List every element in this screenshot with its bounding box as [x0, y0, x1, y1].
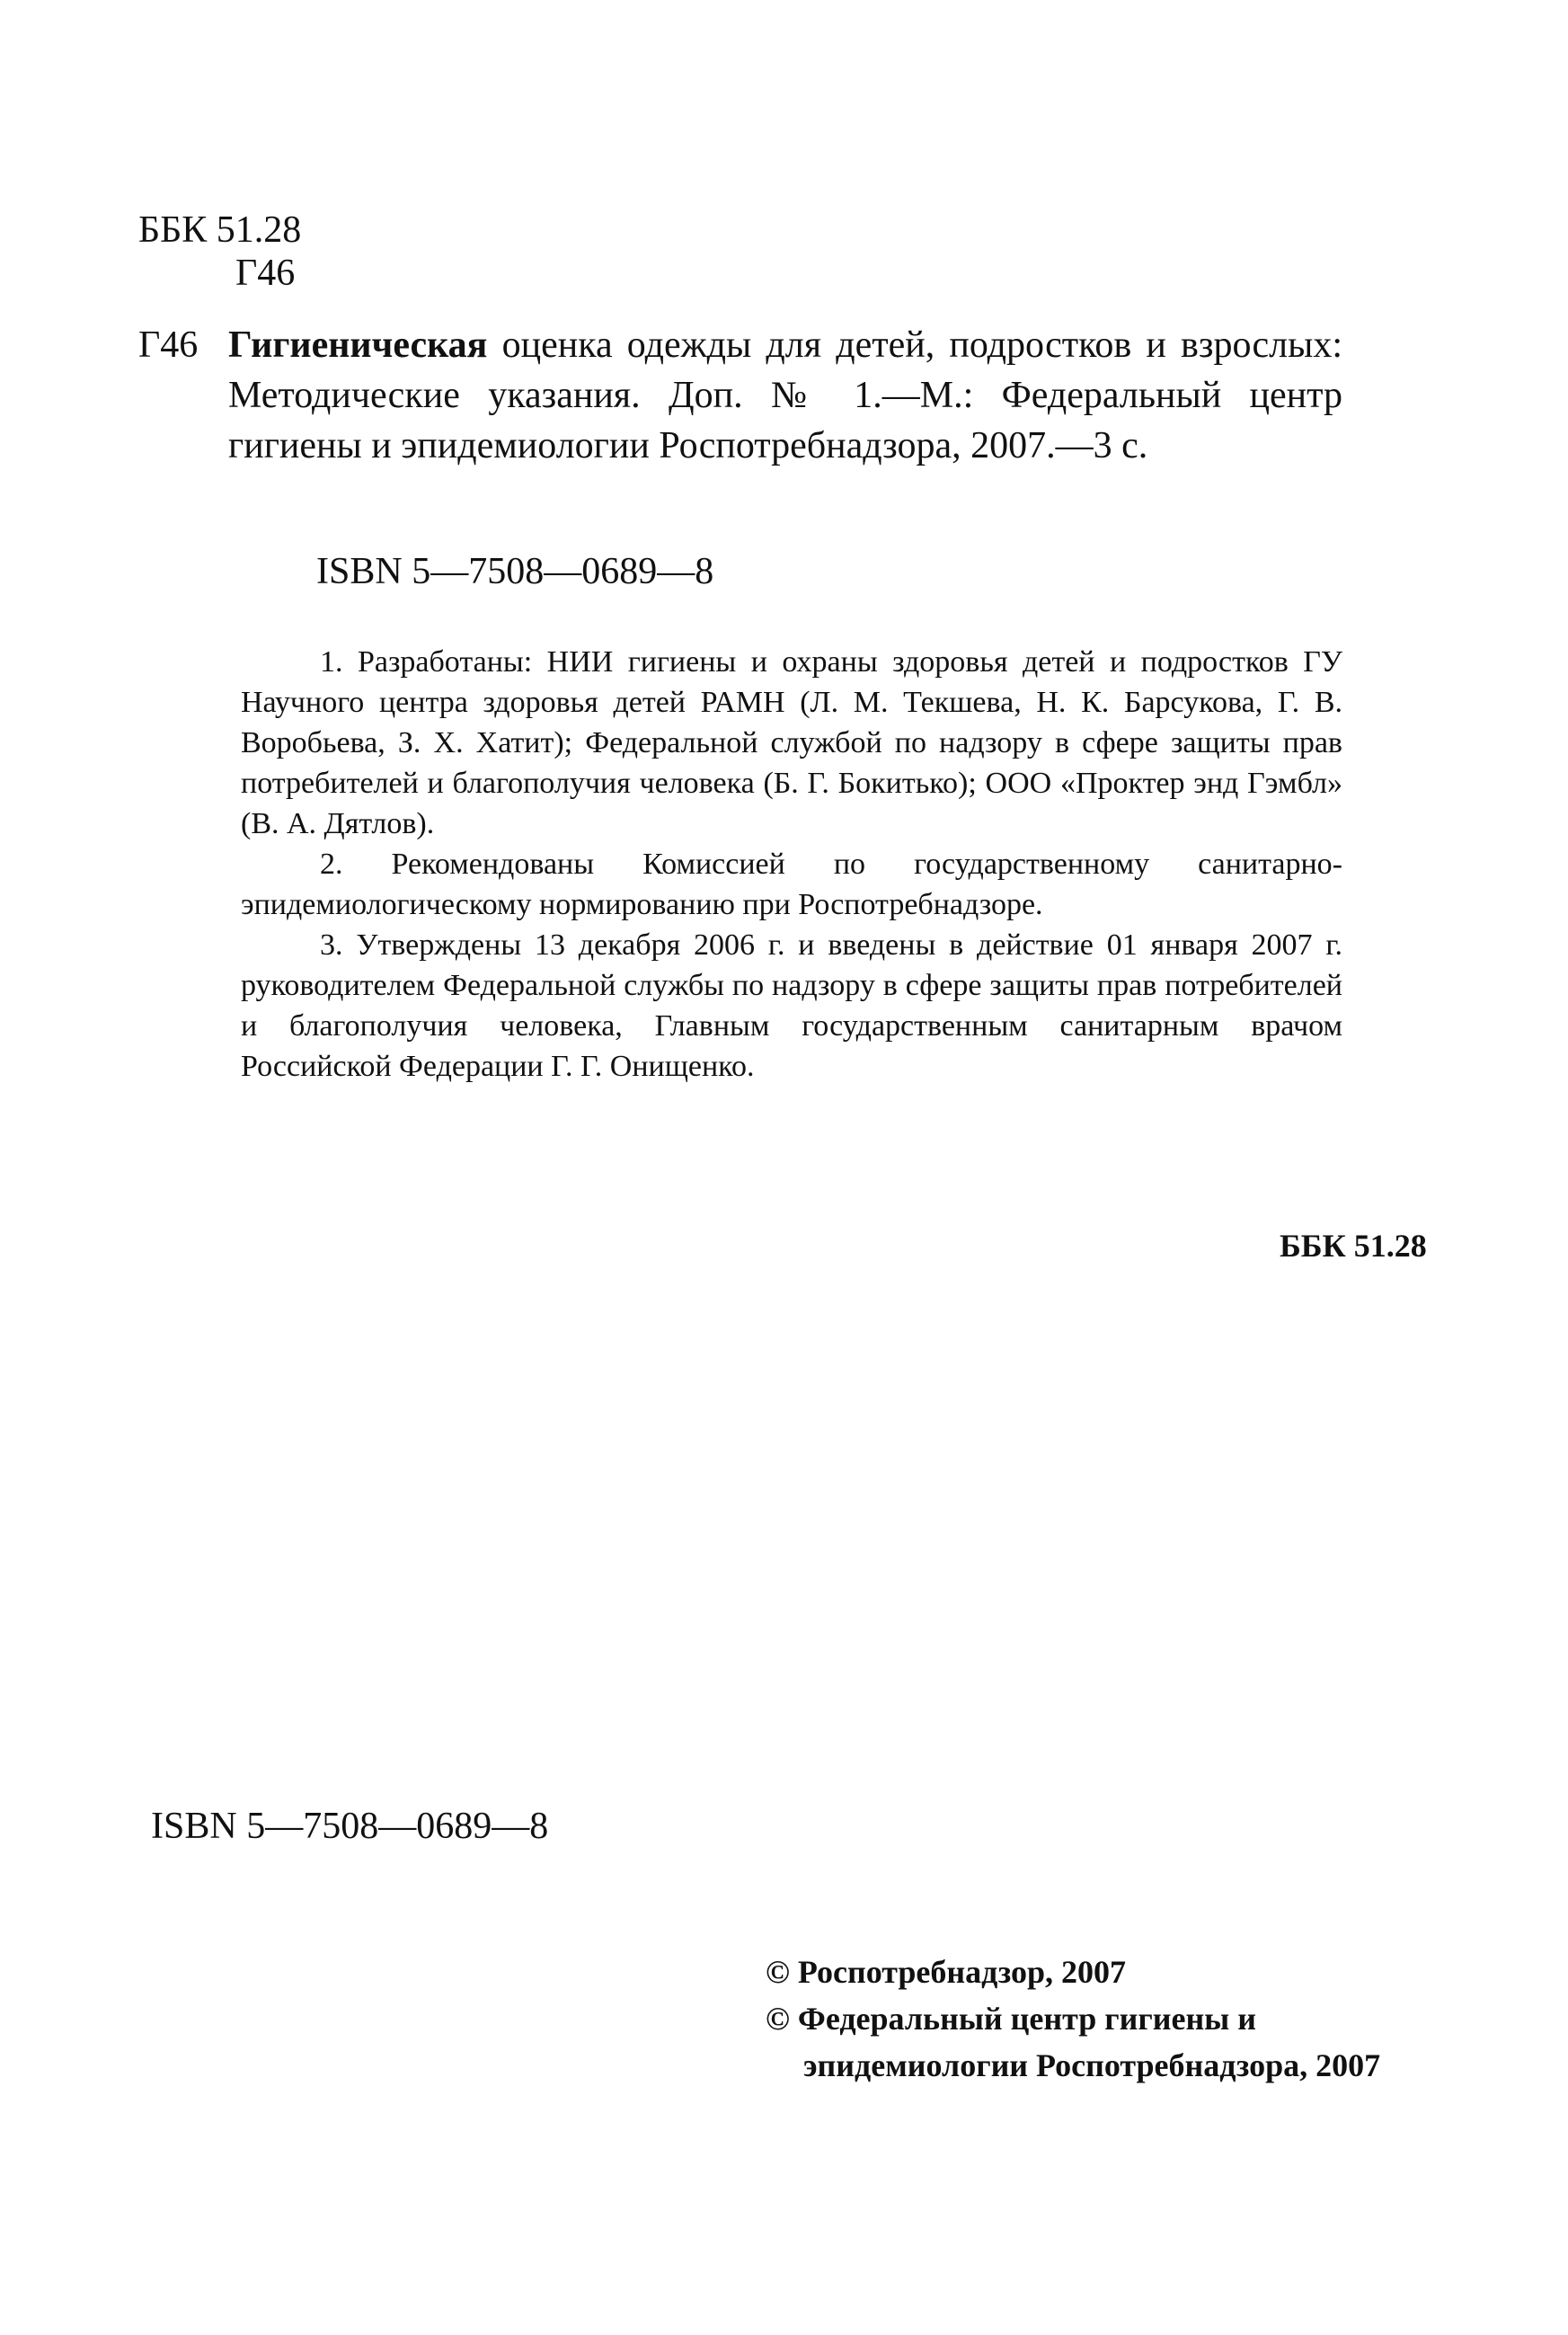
entry-title: Гигиеническая: [228, 324, 488, 366]
author-sign-indented: Г46: [235, 253, 296, 294]
entry-author-sign: Г46: [138, 324, 199, 366]
entry-isbn: ISBN 5—7508—0689—8: [316, 551, 714, 592]
copyright-line-1: © Роспотребнадзор, 2007: [766, 1954, 1127, 1990]
note-developed-by: 1. Разработаны: НИИ гигиены и охраны здоровья детей и подростков ГУ Научного центра здоровья детей РАМН (Л. М. Текшева, Н. К. Барсукова, Г. В. Воробьева, З. Х. Хатит); Федеральной службой по надзору в сфере защиты прав потребителей и благополучия человека (Б. Г. Бокитько); ООО «Проктер энд Гэмбл» (В. А. Дятлов).: [241, 645, 1342, 840]
note-approved: 3. Утверждены 13 декабря 2006 г. и введены в действие 01 января 2007 г. руководителем Федеральной службы по надзору в сфере защиты прав потребителей и благополучия человека, Главным государственным санитарным врачом Российской Федерации Г. Г. Онищенко.: [241, 928, 1342, 1083]
bbk-classification-right: ББК 51.28: [1280, 1228, 1427, 1264]
note-recommended-by: 2. Рекомендованы Комиссией по государственному санитарно-эпидемиологическому нормированию при Роспотребнадзоре.: [241, 848, 1342, 921]
isbn-bottom: ISBN 5—7508—0689—8: [151, 1806, 549, 1847]
copyright-line-3: эпидемиологии Роспотребнадзора, 2007: [803, 2047, 1381, 2083]
notes-block: [241, 642, 1342, 1087]
entry-description: оценка одежды для детей, подростков и взрослых: Методические указания. Доп. № 1.—М.: Федеральный центр гигиены и эпидемиологии Роспотребнадзора, 2007.—3 с.: [228, 324, 1342, 466]
copyright-line-2: © Федеральный центр гигиены и: [766, 2001, 1257, 2037]
bbk-code: ББК 51.28: [138, 209, 302, 251]
bbk-classification-header: [138, 209, 301, 295]
copyright-block: [766, 1949, 1380, 2089]
bibliographic-entry: [228, 320, 1342, 471]
